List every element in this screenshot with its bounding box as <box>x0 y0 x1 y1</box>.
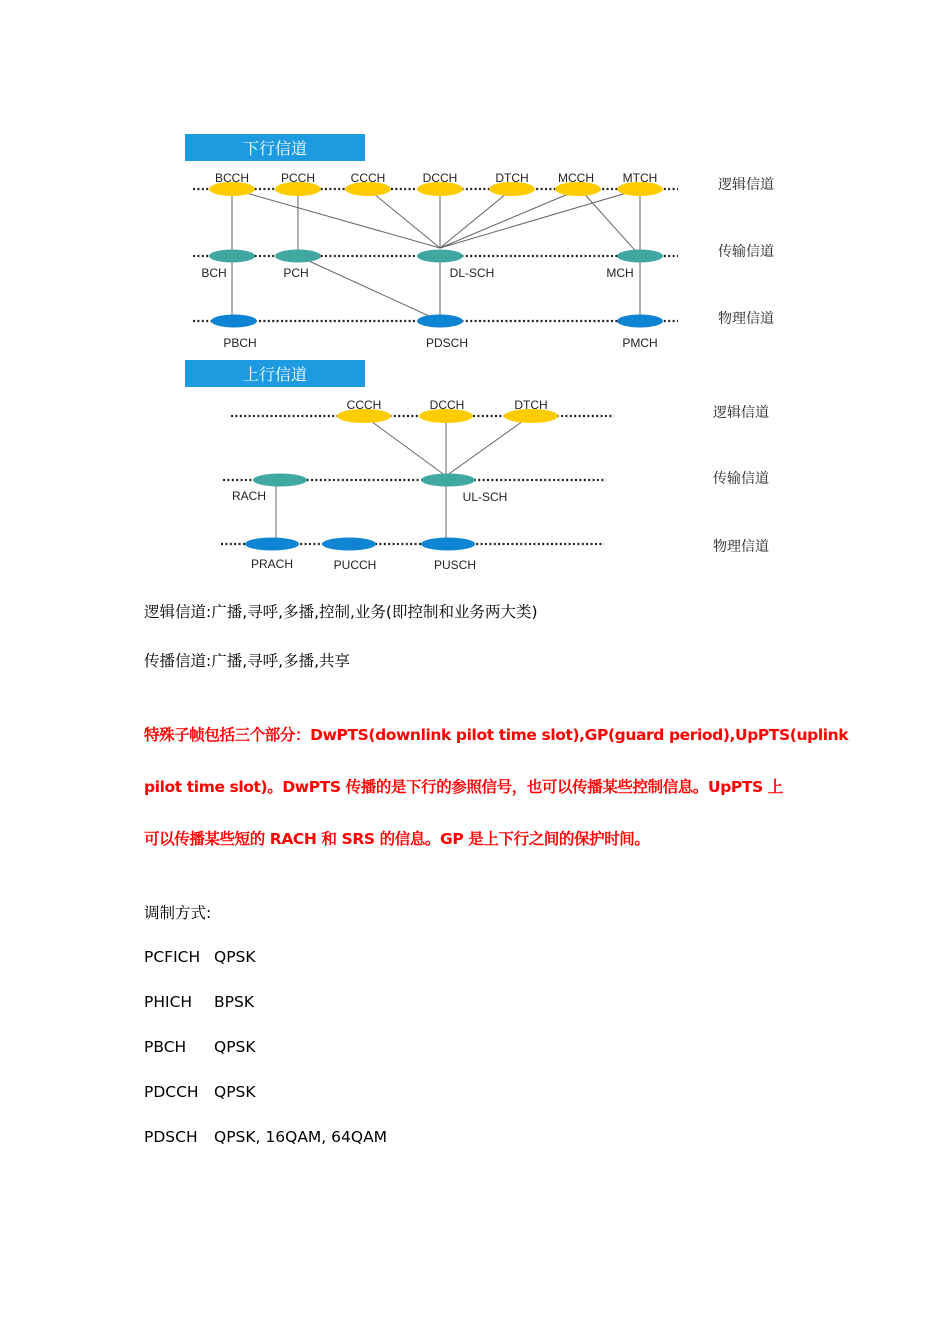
transport-channel-description: 传播信道:广播,寻呼,多播,共享 <box>144 652 351 670</box>
modulation-channel: PDCCH <box>144 1083 199 1101</box>
dl-logical-label: PCCH <box>280 171 316 185</box>
dl-pdsch-node <box>417 315 463 328</box>
dl-bch-node <box>209 250 255 263</box>
modulation-scheme: QPSK, 16QAM, 64QAM <box>214 1128 388 1146</box>
ul-layer-logical: 逻辑信道 <box>713 405 769 421</box>
ul-physical-label: PUCCH <box>333 558 377 572</box>
modulation-channel: PDSCH <box>144 1128 198 1146</box>
modulation-heading: 调制方式: <box>144 904 212 922</box>
dl-pch-node <box>275 250 321 263</box>
ul-pusch-node <box>421 538 475 551</box>
ul-logical-label: CCCH <box>346 398 382 412</box>
ul-layer-transport: 传输信道 <box>713 471 769 487</box>
special-subframe-line-2: pilot time slot)。DwPTS 传播的是下行的参照信号，也可以传播某些控制信息。UpPTS 上 <box>144 778 783 796</box>
modulation-channel: PBCH <box>144 1038 187 1056</box>
special-subframe-line-1: 特殊子帧包括三个部分：DwPTS(downlink pilot time slot),GP(guard period),UpPTS(uplink <box>144 726 849 744</box>
ul-ulsch-node <box>421 474 475 487</box>
channel-mapping-diagram <box>0 0 950 580</box>
ul-prach-node <box>245 538 299 551</box>
dl-logical-label: CCCH <box>350 171 386 185</box>
modulation-scheme: QPSK <box>214 1038 256 1056</box>
modulation-row <box>144 993 254 1011</box>
dl-logical-label: MCCH <box>558 171 594 185</box>
ul-logical-label: DTCH <box>514 398 548 412</box>
downlink-title: 下行信道 <box>242 139 308 158</box>
special-subframe-line-3: 可以传播某些短的 RACH 和 SRS 的信息。GP 是上下行之间的保护时间。 <box>144 830 650 848</box>
ul-physical-label: PUSCH <box>433 558 477 572</box>
dl-transport-label: BCH <box>201 266 227 280</box>
dl-logical-label: DTCH <box>495 171 529 185</box>
modulation-row <box>144 1083 256 1101</box>
dl-physical-label: PMCH <box>622 336 658 350</box>
modulation-row <box>144 1128 387 1146</box>
dl-dlsch-node <box>417 250 463 263</box>
logical-channel-description: 逻辑信道:广播,寻呼,多播,控制,业务(即控制和业务两大类) <box>144 603 538 621</box>
dl-pbch-node <box>211 315 257 328</box>
dl-transport-label: MCH <box>606 266 634 280</box>
ul-logical-label: DCCH <box>429 398 465 412</box>
dl-layer-logical: 逻辑信道 <box>718 177 774 193</box>
dl-physical-label: PDSCH <box>425 336 469 350</box>
dl-layer-physical: 物理信道 <box>718 311 774 327</box>
modulation-scheme: QPSK <box>214 948 256 966</box>
modulation-row <box>144 1038 256 1056</box>
ul-transport-label: UL-SCH <box>462 490 508 504</box>
modulation-channel: PHICH <box>144 993 193 1011</box>
dl-pmch-node <box>617 315 663 328</box>
dl-layer-transport: 传输信道 <box>718 244 774 260</box>
dl-logical-label: MTCH <box>622 171 658 185</box>
ul-transport-label: RACH <box>231 489 267 503</box>
modulation-row <box>144 948 256 966</box>
ul-rach-node <box>253 474 307 487</box>
dl-logical-label: BCCH <box>214 171 250 185</box>
dl-physical-label: PBCH <box>223 336 257 350</box>
ul-pucch-node <box>322 538 376 551</box>
modulation-scheme: BPSK <box>214 993 254 1011</box>
modulation-scheme: QPSK <box>214 1083 256 1101</box>
ul-physical-label: PRACH <box>250 557 294 571</box>
dl-transport-label: DL-SCH <box>449 266 495 280</box>
uplink-title: 上行信道 <box>242 365 308 384</box>
dl-transport-label: PCH <box>283 266 309 280</box>
modulation-channel: PCFICH <box>144 948 201 966</box>
ul-layer-physical: 物理信道 <box>713 539 769 555</box>
dl-mch-node <box>617 250 663 263</box>
dl-logical-label: DCCH <box>422 171 458 185</box>
